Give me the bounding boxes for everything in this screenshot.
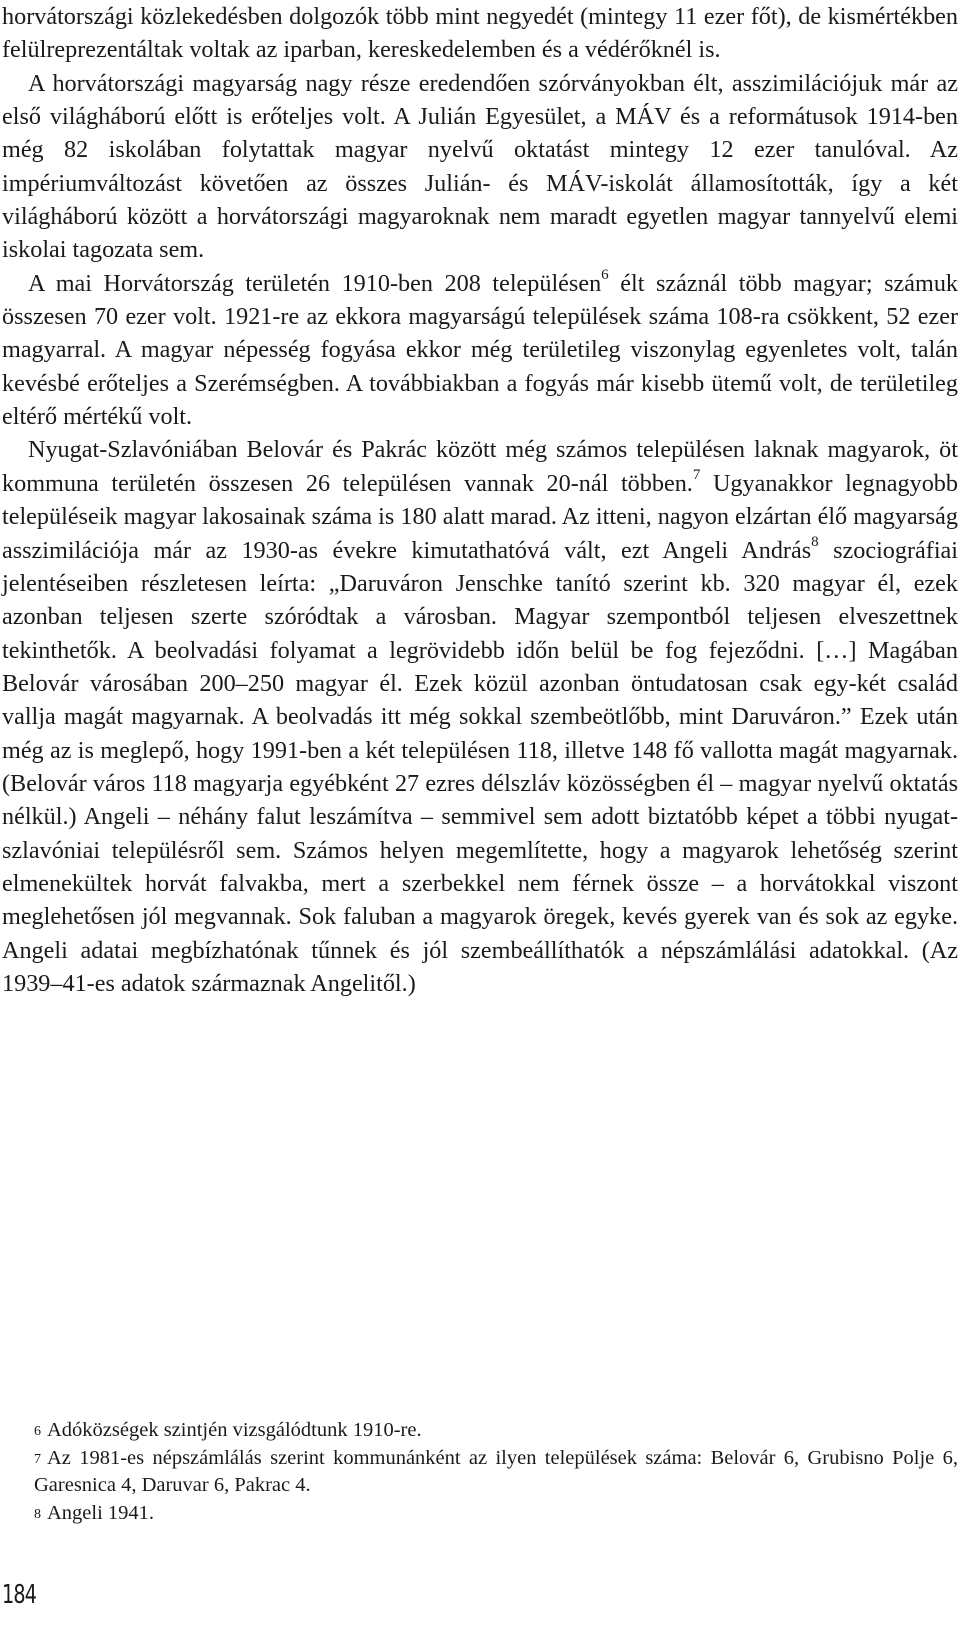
- footnote-text: Adóközségek szintjén vizsgálódtunk 1910-re.: [47, 1419, 422, 1441]
- footnote-mark: 6: [34, 1424, 41, 1439]
- paragraph-3-text-a: A mai Horvátország területén 1910-ben 208 településen: [28, 269, 602, 297]
- footnote-text: Az 1981-es népszámlálás szerint kommunánként az ilyen települések száma: Belovár 6, Grubisno Polje 6, Garesnica 4, Daruvar 6, Pakrac 4.: [34, 1446, 958, 1496]
- paragraph-4-text-a: Nyugat-Szlavóniában Belovár és Pakrác között még számos településen laknak magyarok, öt kommuna területén összesen 26 településen vannak 20-nál többen.: [2, 436, 958, 497]
- footnote-ref-8[interactable]: 8: [811, 533, 819, 550]
- paragraph-4-text-c: szociográfiai jelentéseiben részletesen leírta: „Daruváron Jenschke tanító szerint kb. 320 magyar él, ezek azonban teljesen szerte szóródtak a városban. Magyar szempontból teljesen elveszettnek tekinthetők. A beolvadási folyamat a legrövidebb időn belül be fog fejeződni. […] Magában Belovár városában 200–250 magyar él. Ezek közül azonban öntudatosan csak egy-két család vallja magát magyarnak. A beolvadás itt még sokkal szembeötlőbb, mint Daruváron.” Ezek után még az is meglepő, hogy 1991-ben a két településen 118, illetve 148 fő vallotta magát magyarnak. (Belovár város 118 magyarja egyébként 27 ezres délszláv közösségben él – magyar nyelvű oktatás nélkül.) Angeli – néhány falut leszámítva – semmivel sem adott biztatóbb képet a többi nyugat-szlavóniai településről sem. Számos helyen megemlítette, hogy a magyarok lehetőség szerint elmenekültek horvát falvakba, mert a szerbekkel nem férnek össze – a horvátokkal viszont meglehetősen jól megvannak. Sok faluban a magyarok öregek, kevés gyerek van és sok az egyke. Angeli adatai megbízhatónak tűnnek és jól szembeállíthatók a népszámlálási adatokkal. (Az 1939–41-es adatok származnak Angelitől.): [2, 536, 959, 997]
- paragraph-4: [2, 433, 958, 1000]
- paragraph-3: [2, 267, 958, 434]
- paragraph-3-text-b: élt száznál több magyar; számuk összesen 70 ezer volt. 1921-re az ekkora magyarságú települések száma 108-ra csökkent, 52 ezer magyarral. A magyar népesség fogyása ekkor még területileg viszonylag egyenletes volt, talán kevésbé erőteljes a Szerémségben. A továbbiakban a fogyás már kisebb ütemű volt, de területileg eltérő mértékű volt.: [2, 269, 959, 431]
- paragraph-2-text: A horvátországi magyarság nagy része eredendően szórványokban élt, asszimilációjuk már az első világháború előtt is erőteljes volt. A Julián Egyesület, a MÁV és a reformátusok 1914-ben még 82 iskolában folytattak magyar nyelvű oktatást mintegy 12 ezer tanulóval. Az impériumváltozást követően az összes Julián- és MÁV-iskolát államosították, így a két világháború között a horvátországi magyaroknak nem maradt egyetlen magyar tannyelvű elemi iskolai tagozata sem.: [2, 69, 958, 264]
- paragraph-2: [2, 67, 958, 267]
- footnote-mark: 8: [34, 1506, 41, 1522]
- body-text: [2, 0, 958, 1000]
- footnote-8: [2, 1500, 958, 1528]
- footnotes: [2, 1417, 958, 1527]
- paragraph-1-text: horvátországi közlekedésben dolgozók több mint negyedét (mintegy 11 ezer főt), de kismértékben felülreprezentáltak voltak az iparban, kereskedelemben és a védérőknél is.: [2, 3, 958, 64]
- paragraph-4-text-b: Ugyanakkor legnagyobb településeik magyar lakosainak száma is 180 alatt marad. Az itteni, nagyon elzártan élő magyarság asszimilációja már az 1930-as évekre kimutathatóvá vált, ezt Angeli András: [2, 469, 958, 564]
- page-number: 184: [2, 1580, 37, 1610]
- footnote-text: Angeli 1941.: [47, 1501, 155, 1524]
- footnote-6: [2, 1417, 958, 1445]
- footnote-ref-7[interactable]: 7: [692, 466, 701, 483]
- footnote-ref-6[interactable]: 6: [601, 266, 609, 283]
- footnote-7: [2, 1445, 958, 1500]
- paragraph-1: [2, 0, 958, 67]
- footnote-mark: 7: [34, 1451, 41, 1467]
